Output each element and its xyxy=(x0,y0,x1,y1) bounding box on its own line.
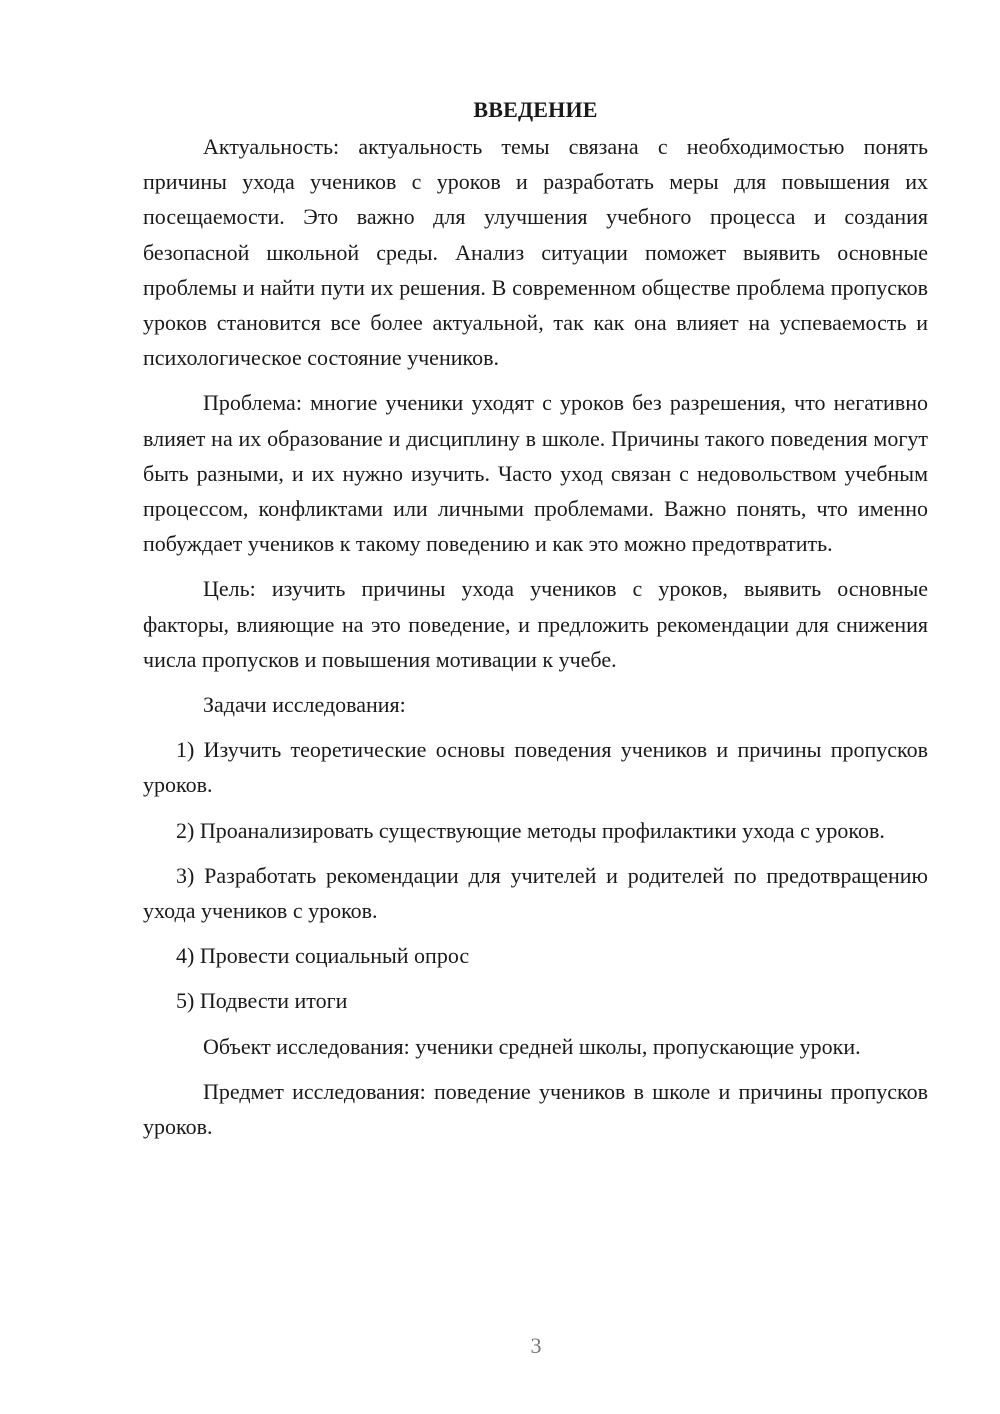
document-page xyxy=(143,92,928,1144)
task-item-4: 4) Провести социальный опрос xyxy=(176,943,470,969)
task-item-2: 2) Проанализировать существующие методы профилактики ухода с уроков. xyxy=(176,817,885,843)
research-object-paragraph: Объект исследования: ученики средней школы, пропускающие уроки. xyxy=(203,1033,861,1059)
tasks-heading: Задачи исследования: xyxy=(203,692,406,718)
problem-paragraph: Проблема: многие ученики уходят с уроков без разрешения, что негативно влияет на их образование и дисциплину в школе. Причины такого поведения могут быть разными, и их нужно изучить. Часто уход связан с недовольством учебным процессом, конфликтами или личными проблемами. Важно понять, что именно побуждает учеников к такому поведению и как это можно предотвратить. xyxy=(143,390,928,557)
relevance-paragraph: Актуальность: актуальность темы связана с необходимостью понять причины ухода учеников с уроков и разработать меры для повышения их посещаемости. Это важно для улучшения учебного процесса и создания безопасной школьной среды. Анализ ситуации поможет выявить основные проблемы и найти пути их решения. В современном обществе проблема пропусков уроков становится все более актуальной, так как она влияет на успеваемость и психологическое состояние учеников. xyxy=(143,134,928,371)
page-number: 3 xyxy=(530,1333,542,1358)
task-item-1: 1) Изучить теоретические основы поведения учеников и причины пропусков уроков. xyxy=(143,737,928,798)
research-subject-paragraph: Предмет исследования: поведение учеников в школе и причины пропусков уроков. xyxy=(143,1078,928,1140)
goal-paragraph: Цель: изучить причины ухода учеников с уроков, выявить основные факторы, влияющие на это поведение, и предложить рекомендации для снижения числа пропусков и повышения мотивации к учебе. xyxy=(143,576,928,672)
task-item-5: 5) Подвести итоги xyxy=(176,988,348,1014)
task-item-3: 3) Разработать рекомендации для учителей и родителей по предотвращению ухода учеников с уроков. xyxy=(143,862,928,924)
section-heading: ВВЕДЕНИЕ xyxy=(473,97,598,122)
